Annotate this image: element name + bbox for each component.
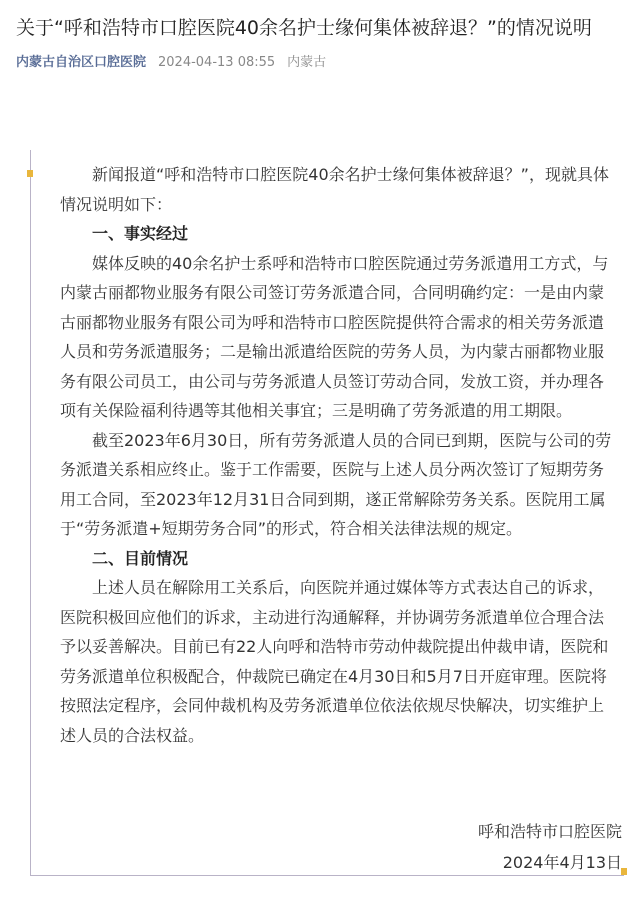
signature-organization: 呼和浩特市口腔医院 [477, 822, 622, 841]
notice-body [60, 160, 630, 750]
facts-paragraph-2: 截至2023年6月30日，所有劳务派遣人员的合同已到期，医院与公司的劳 务派遣关系相应终止。鉴于工作需要，医院与上述人员分两次签订了短期劳务 用工合同，至2023年12月31日合同到期，遂正常解除劳务关系。医院用工属 于“劳务派遣+短期劳务合同”的形式，符合相关法律法规的规定。 [60, 430, 612, 538]
intro-paragraph: 新闻报道“呼和浩特市口腔医院40余名护士缘何集体被辞退？”，现就具体 情况说明如下： [60, 165, 609, 214]
section-heading-facts: 一、事实经过 [92, 224, 189, 243]
section-heading-current: 二、目前情况 [92, 548, 189, 568]
publish-location: 内蒙古 [287, 55, 327, 70]
article-title: 关于“呼和浩特市口腔医院40余名护士缘何集体被辞退？”的情况说明 [16, 17, 592, 39]
frame-corner-marker-top-left [27, 170, 33, 177]
signature-date: 2024年4月13日 [502, 853, 622, 872]
article-meta [16, 54, 626, 72]
publish-datetime: 2024-04-13 08:55 [158, 55, 276, 70]
facts-paragraph-1: 媒体反映的40余名护士系呼和浩特市口腔医院通过劳务派遣用工方式，与 内蒙古丽都物业服务有限公司签订劳务派遣合同，合同明确约定：一是由内蒙 古丽都物业服务有限公司为呼和浩特市口腔医院提供符合需求的相关劳务派遣 人员和劳务派遣服务；二是输出派遣给医院的劳务人员，为内蒙古丽都物业服 务有限公司员工，由公司与劳务派遣人员签订劳动合同，发放工资，并办理各 项有关保险福利待遇等其他相关事宜；三是明确了劳务派遣的用工期限。 [60, 253, 609, 420]
current-paragraph: 上述人员在解除用工关系后，向医院并通过媒体等方式表达自己的诉求， 医院积极回应他们的诉求，主动进行沟通解释，并协调劳务派遣单位合理合法 予以妥善解决。目前已有22人向呼和浩特市劳动仲裁院提出仲裁申请，医院和 劳务派遣单位积极配合，仲裁院已确定在4月30日和5月7日开庭审理。医院将 按照法定程序，会同仲裁机构及劳务派遣单位依法依规尽快解决，切实维护上 述人员的合法权益。 [60, 578, 609, 745]
account-name-link[interactable]: 内蒙古自治区口腔医院 [16, 55, 147, 70]
